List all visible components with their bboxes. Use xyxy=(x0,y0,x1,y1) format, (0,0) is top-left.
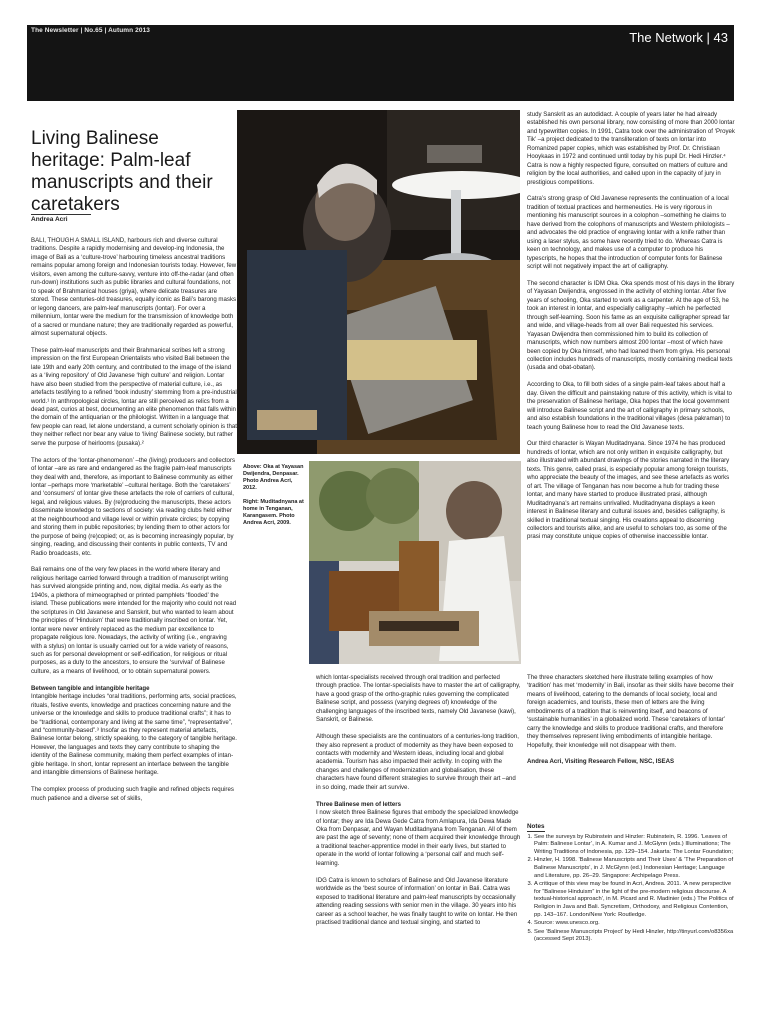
note-item: 4. Source: www.unesco.org. xyxy=(534,920,735,928)
notes-section xyxy=(527,823,735,945)
paragraph: study Sanskrit as an autodidact. A couple of years later he had already established his own personal library, now consisting of more than 2000 lontar and typewritten copies. In 1991, Catra took over the administration of ‘Proyek Tik’ –a project dedicated to the transliteration of texts on lontar into Romanized paper copies, which was established by Prof. Dr. Christiaan Hooykaas in 1972 and continued until today by his pupil Dr. Hedi Hinzler.⁴ Catra is now a highly respected figure, consulted on matters of culture and religion by the local authorities, and called upon in the capacity of jury in prestigious competitions. xyxy=(527,111,735,186)
issue-season: Autumn 2013 xyxy=(108,27,150,34)
masthead: The Newsletter | No.65 | Autumn 2013 xyxy=(31,27,150,34)
paragraph: Bali remains one of the very few places in the world where literary and religious heritage carried forward through a tradition of manuscript writing has survived alongside printing and, now, digital media. As early as the 1940s, a plethora of mimeographed or printed pamphlets ‘flooded’ the island. These publications were intended for the majority who could not read the scriptures in Old Javanese and Sanskrit, but who wanted to learn about the principles of ‘Hinduism’ that were traditionally inscribed on lontar. Yet, lontar were never entirely replaced as the medium par excellence to propagate religious lore. Nowadays, the activity of writing (i.e., engraving with a stylus) on lontar is usually carried out for a wide variety of reasons, such as for personal development or self-edification, for religious or ritual purposes, as a duty to the ancestors, to ensure the ‘survival’ of Balinese culture, as a means of livelihood, or to obtain supernatural powers. xyxy=(31,566,237,675)
column-1 xyxy=(31,237,237,811)
photo-muditadnyana-at-home xyxy=(309,461,521,664)
article-title: Living Balinese heritage: Palm-leaf manuscripts and their caretakers xyxy=(31,127,213,215)
notes-list xyxy=(527,834,735,944)
section-name: The Network xyxy=(629,30,703,45)
paragraph: The complex process of producing such fragile and refined objects requires much patience and a diverse set of skills, xyxy=(31,786,234,802)
paragraph: According to Oka, to fill both sides of a single palm-leaf takes about half a day. Given the difficult and painstaking nature of this activity, which is vital to the preservation of Balinese heritage, Oka hopes that the local government will introduce Balinese script and the art of calligraphy in primary schools, and also establish foundations in the traditional villages (desa pakraman) to teach young Balinese how to read the Old Javanese texts. xyxy=(527,381,732,431)
paragraph: Although these specialists are the continuators of a centuries-long tradition, they also represent a product of modernity as they have been exposed to contacts with modernity and Western ideas, including local and global academia. Tourism has also impacted their activity. In coping with the changes and challenges of modernization and globalisation, these characters have found different strategies to survive through their art –and in so doing, made their art survive. xyxy=(316,733,519,791)
column-2 xyxy=(316,674,522,936)
note-item: 3. A critique of this view may be found in Acri, Andrea. 2011. ‘A new perspective for “Balinese Hinduism” in the light of the pre-modern religious discourse. A textual-historical approach’, in M. Picard and R. Madinier (eds.) The Politics of Religion in Java and Bali. Syncretism, Orthodoxy, and Religious Contention, pp. 143–167. London/New York: Routledge. xyxy=(534,881,735,919)
signoff: Andrea Acri, Visiting Research Fellow, NSC, ISEAS xyxy=(527,758,675,766)
author-byline: Andrea Acri xyxy=(31,214,91,223)
notes-title: Notes xyxy=(527,823,545,830)
section-title: The Network | 43 xyxy=(629,30,728,45)
paragraph: Catra’s strong grasp of Old Javanese represents the continuation of a local tradition of textual practices and hermeneutics. He is very rigorous in mentioning his manuscript sources in a colophon –something he claims to have derived from the colophons of manuscripts and Western philologists –and advocates the old practice of engraving lontar with a knife rather than using a laser stylus, as some have recently tried to do. Whereas Catra is keen on technology, and makes use of a computer to produce his typescripts, he hopes that the introduction of computer fonts for Balinese script will not negatively impact the art of calligraphy. xyxy=(527,195,730,271)
note-item: 1. See the surveys by Rubinstein and Hinzler: Rubinstein, R. 1996. ‘Leaves of Palm: Balinese Lontar’, in A. Kumar and J. McGlynn (eds.) Illuminations; The Writing Traditions of Indonesia, pp. 129–154. Jakarta: The Lontar Foundation; xyxy=(534,834,735,857)
paragraph: The second character is IDM Oka. Oka spends most of his days in the library of Yayasan Dwijendra, engrossed in the activity of etching lontar. After five years of schooling, Oka started to work as a carpenter. At the age of 53, he took an interest in lontar, and especially calligraphy –which he perfected through self-learning. Soon his fame as an exquisite calligrapher spread far and wide, and village-heads from all over Bali requested his services. Yayasan Dwijendra then commissioned him to build its collection of manuscripts, which now numbers almost 200 lontar –most of which have been copied by Oka himself, who had loaned them from griya. His personal collection includes hundreds of manuscripts, mostly containing medical texts (usada and obat-obatan). xyxy=(527,279,735,372)
subheading: Between tangible and intangible heritage xyxy=(31,684,150,692)
note-item: 5. See ‘Balinese Manuscripts Project’ by Hedi Hinzler, http://tinyurl.com/o8356xa (accessed Sept 2013). xyxy=(534,929,735,944)
issue-number: No.65 xyxy=(84,27,103,34)
photo-oka-writing-lontar xyxy=(237,110,520,454)
paragraph: BALI, THOUGH A SMALL ISLAND, harbours rich and diverse cultural traditions. Despite a rapidly modernising and develop-ing Indonesia, the image of Bali as a ‘culture-trove’ harbouring timeless ancestral traditions remains popular among foreign and Indonesian tourists today. However, few visitors, even among the culture-savvy, venture into off-the-radar (and often run-down) institutions such as public libraries and cultural foundations, not to speak of Brahmanical houses (griya), where delicate treasures are stored. These centuries-old treasures, equally iconic as Bali’s barong masks or legong dancers, are palm-leaf manuscripts (lontar). For over a millennium, lontar were the medium for the transmission of knowledge both of a sacred or mundane nature; they are traditionally regarded as powerful, almost supernatural objects. xyxy=(31,237,237,337)
paragraph: The actors of the ‘lontar-phenomenon’ –the (living) producers and collectors of lontar –are as rare and endangered as the fragile palm-leaf manuscripts they deal with and, therefore, as important to Balinese community as either lontar –perhaps more ‘marketable’ –cultural heritage. Both the ‘caretakers’ and ‘consumers’ of lontar give these artefacts the role of carriers of cultural, legal, and religious values. By (re)producing the manuscripts, these actors disseminate knowledge to sections of society: via reading clubs held either at the neighbourhood and village level or within private circles; by copying and storing them in public repositories; by lending them to other actors for the purpose of being (re)copied; or, as is becoming increasingly popular, by singing, reading, and discussing their contents in public contexts, TV and Radio broadcasts, etc. xyxy=(31,456,236,557)
caption-above: Above: Oka at Yayasan Dwijendra, Denpasar. Photo Andrea Acri, 2012. xyxy=(243,464,304,491)
masthead-title: The Newsletter xyxy=(31,27,79,34)
caption-right: Right: Muditadnyana at home in Tenganan, Karangasem. Photo Andrea Acri, 2009. xyxy=(243,499,304,526)
column-3-conclusion xyxy=(527,674,735,767)
header-bar xyxy=(27,25,734,101)
paragraph: These palm-leaf manuscripts and their Brahmanical scribes left a strong impression on the first European Orientalists who visited Bali between the late 19th and early 20th century, and contributed to the image of the island as a ‘living repository’ of Old Javanese ‘high culture’ and religion. Lontar have also been studied from the perspective of material culture, i.e., as artefacts testifying to a refined ‘book industry’ stemming from a pre-industrial world.¹ In anthropological circles, lontar are still perceived as relics from a dead past, curios at best, documenting an elite phenomenon that falls within the domain of the antiquarian or the philologist. Written in a language that few people can read, let alone understand, a current scholarly opinion is that they neither reflect nor bear any value to ‘living’ Balinese society, but rather serve the purpose of heirlooms (pusaka).² xyxy=(31,346,237,447)
subheading: Three Balinese men of letters xyxy=(316,800,402,808)
paragraph: which lontar-specialists received through oral tradition and perfected through practice. The lontar-specialists have to master the art of calligraphy, have a good grasp of the ortho-graphic rules governing the complicated Balinese script, and possess (varying degrees of) knowledge of the challenging languages of the inscribed texts, namely Old Javanese (kawi), Sanskrit, or Balinese. xyxy=(316,674,521,724)
paragraph: I now sketch three Balinese figures that embody the specialized knowledge of lontar; they are Ida Dewa Gede Catra from Amlapura, Ida Dewa Made Oka from Denpasar, and Wayan Muditadnyana from Tenganan. All of them are past the age of seventy; none of them acquired their knowledge through a traditional teacher-apprentice model in their early lives, but started to operate in the world of lontar following a ‘personal call’ and much self-learning. xyxy=(316,809,521,867)
column-3 xyxy=(527,111,735,550)
note-item: 2. Hinzler, H. 1998. ‘Balinese Manuscripts and Their Uses’ & ‘The Preparation of Balinese Manuscripts’, in J. McGlynn (ed.) Indonesian Heritage; Language and Literature, pp. 26–29. Singapore: Archipelago Press. xyxy=(534,857,735,880)
paragraph: Intangible heritage includes “oral traditions, performing arts, social practices, rituals, festive events, knowledge and practices concerning nature and the universe or the knowledge and skills to produce traditional crafts”; it has to be “traditional, contemporary and living at the same time”, “representative”, and “community-based”.³ Insofar as they represent material artefacts, Balinese lontar belong, strictly speaking, to the category of tangible heritage. However, the languages and texts they carry contribute to shaping the identity of the Balinese community, making them perfect examples of intan-gible heritage. In short, lontar represent an interface between the tangible and intangible dimensions of Balinese heritage. xyxy=(31,693,237,777)
paragraph: The three characters sketched here illustrate telling examples of how ‘tradition’ has met ‘modernity’ in Bali, insofar as their skills have become their means of livelihood, catering to the demands of local society, local and foreign academics, and tourists, these men of letters are the living embodiments of a tradition that is reinventing itself, and beacons of ‘sustainable humanities’ in a globalized world. These ‘caretakers of lontar’ carry the knowledge and skills to produce traditional crafts, and therefore they themselves represent living embodiments of intangible heritage. Hopefully, their knowledge will not disappear with them. xyxy=(527,674,734,749)
photo-captions xyxy=(243,464,305,534)
page-number: 43 xyxy=(713,30,728,45)
paragraph: Our third character is Wayan Muditadnyana. Since 1974 he has produced hundreds of lontar, which are not only written in exquisite calligraphy, but also illustrated with abundant drawings of the stories narrated in the literary texts. This genre, called prasi, is especially popular among foreign tourists, who appreciate the beauty of the images, and see these artefacts as works of art. The village of Tenganan has now become a hub for trading these lontar, and many have started to produce illustrated prasi, although Muditadnyana’s art remains unrivalled. Muditadnyana displays a keen interest in Balinese literary and cultural issues and, besides calligraphy, is skilled in traditional textual singing. His creations appeal to discerning collectors and tourists alike, and are useful to scholars too, as some of the prasi may constitute unique copies of otherwise inaccessible lontar. xyxy=(527,440,730,541)
paragraph: IDG Catra is known to scholars of Balinese and Old Javanese literature worldwide as the ‘best source of information’ on lontar in Bali. Catra was exposed to traditional literature and palm-leaf manuscripts by occasionally attending reading sessions with senior men in the village. 30 years into his career as a school teacher, he was finally taught to write on lontar. He then practised traditional dance and textual singing, and started to xyxy=(316,876,518,926)
